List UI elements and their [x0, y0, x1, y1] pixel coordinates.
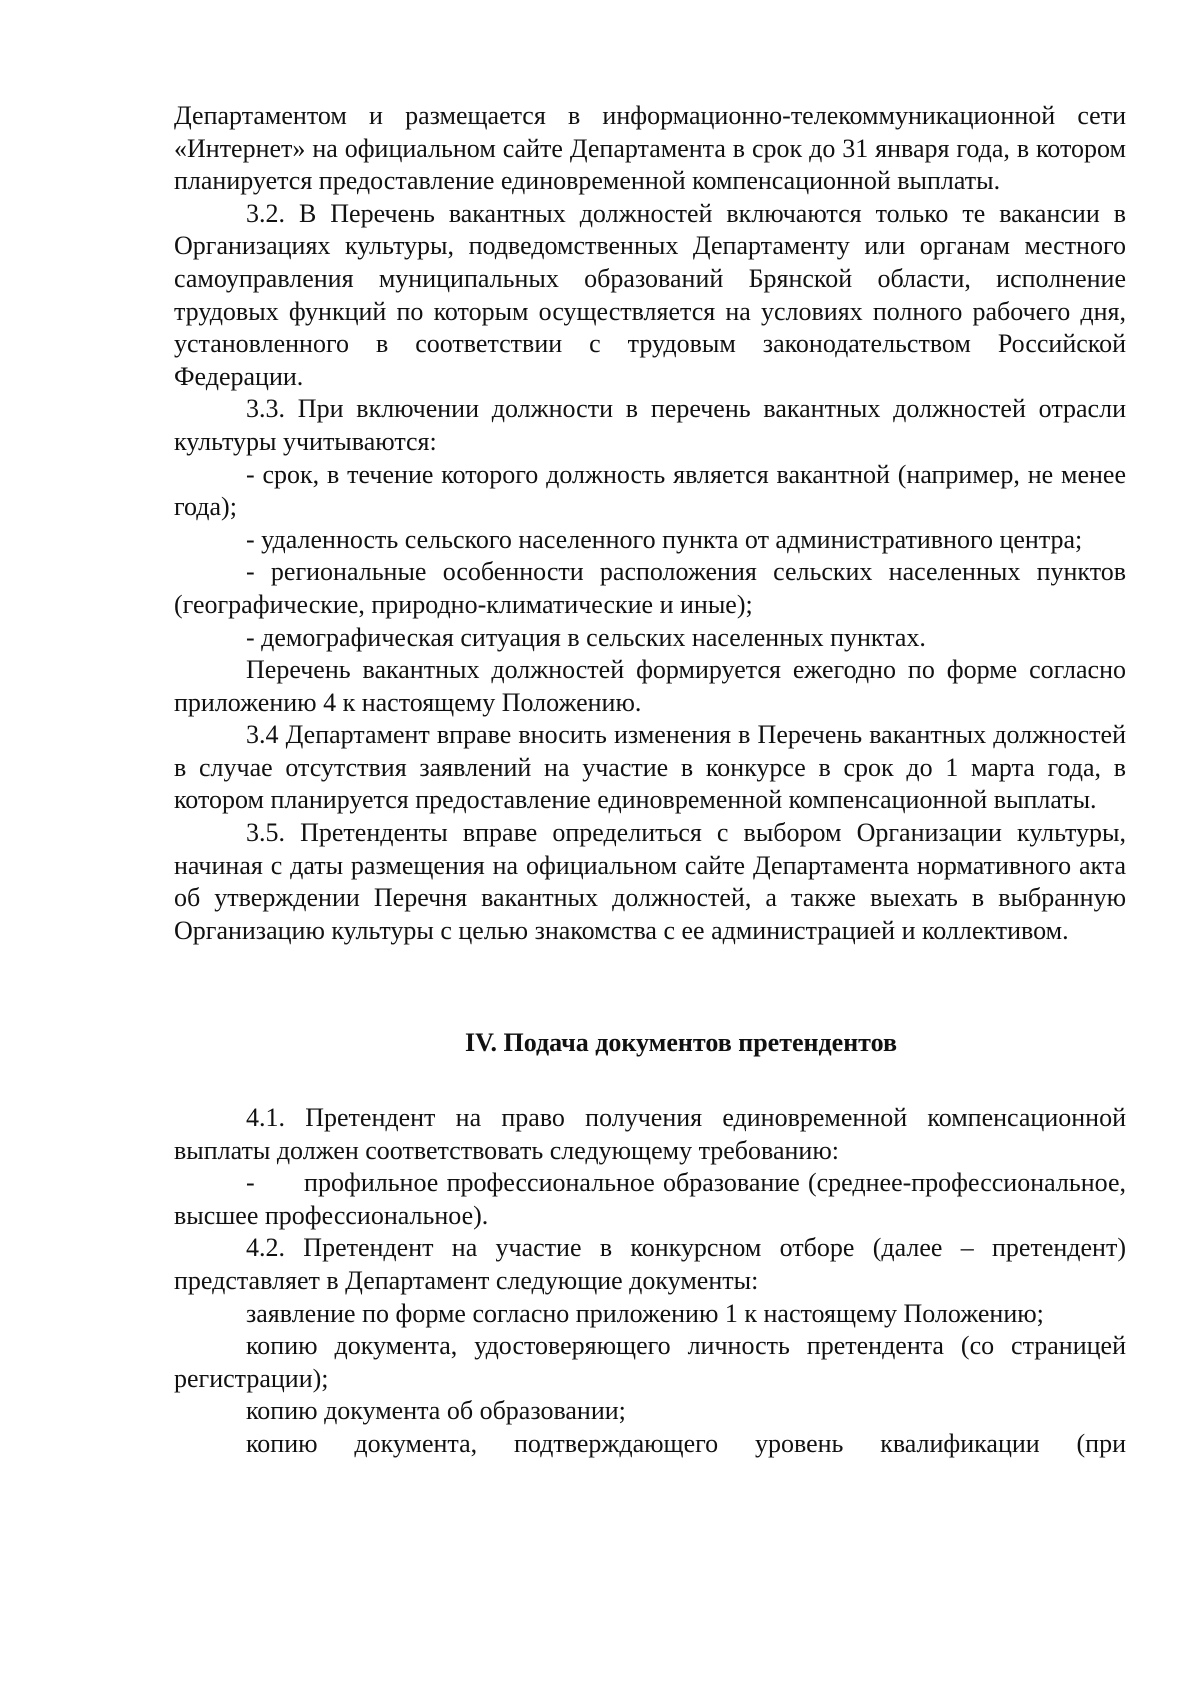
list-item-vacancy-duration: - срок, в течение которого должность является вакантной (например, не менее года);: [174, 459, 1126, 522]
paragraph-4-1: 4.1. Претендент на право получения единовременной компенсационной выплаты должен соответствовать следующему требованию:: [174, 1103, 1126, 1165]
list-item-regional-features: - региональные особенности расположения сельских населенных пунктов (географические, природно-климатические и иные);: [174, 557, 1126, 619]
paragraph-3-3: 3.3. При включении должности в перечень вакантных должностей отрасли культуры учитываются:: [174, 394, 1126, 456]
paragraph-vacancy-list-form: Перечень вакантных должностей формируется ежегодно по форме согласно приложению 4 к настоящему Положению.: [174, 655, 1126, 717]
document-body: [174, 100, 1126, 1461]
list-item-qualification-document: копию документа, подтверждающего уровень квалификации (при: [246, 1428, 1126, 1458]
list-item-identity-document: копию документа, удостоверяющего личность претендента (со страницей регистрации);: [174, 1331, 1126, 1393]
list-item-demographics: - демографическая ситуация в сельских населенных пунктах.: [246, 622, 926, 652]
section-4-heading: [174, 1027, 1126, 1060]
list-item-education-document: копию документа об образовании;: [246, 1396, 626, 1426]
paragraph-3-2: 3.2. В Перечень вакантных должностей включаются только те вакансии в Организациях культуры, подведомственных Департаменту или органам местного самоуправления муниципальных образований Брянской области, исполнение трудовых функций по которым осуществляется на условиях полного рабочего дня, установленного в соответствии с трудовым законодательством Российской Федерации.: [174, 198, 1126, 391]
paragraph-3-5: 3.5. Претенденты вправе определиться с выбором Организации культуры, начиная с даты размещения на официальном сайте Департамента нормативного акта об утверждении Перечня вакантных должностей, а также выехать в выбранную Организацию культуры с целью знакомства с ее администрацией и коллективом.: [174, 818, 1126, 945]
list-item-remoteness: - удаленность сельского населенного пункта от административного центра;: [246, 524, 1083, 554]
paragraph-4-2: 4.2. Претендент на участие в конкурсном отборе (далее – претендент) представляет в Департамент следующие документы:: [174, 1233, 1126, 1295]
list-item-education-requirement: - профильное профессиональное образование (среднее-профессиональное, высшее профессиональное).: [174, 1168, 1126, 1230]
paragraph-3-4: 3.4 Департамент вправе вносить изменения в Перечень вакантных должностей в случае отсутствия заявлений на участие в конкурсе в срок до 1 марта года, в котором планируется предоставление единовременной компенсационной выплаты.: [174, 720, 1126, 815]
list-item-application-form: заявление по форме согласно приложению 1 к настоящему Положению;: [246, 1298, 1044, 1328]
section-4-heading-text: IV. Подача документов претендентов: [464, 1028, 898, 1058]
paragraph-continuation: Департаментом и размещается в информационно-телекоммуникационной сети «Интернет» на официальном сайте Департамента в срок до 31 января года, в котором планируется предоставление единовременной компенсационной выплаты.: [174, 101, 1126, 196]
